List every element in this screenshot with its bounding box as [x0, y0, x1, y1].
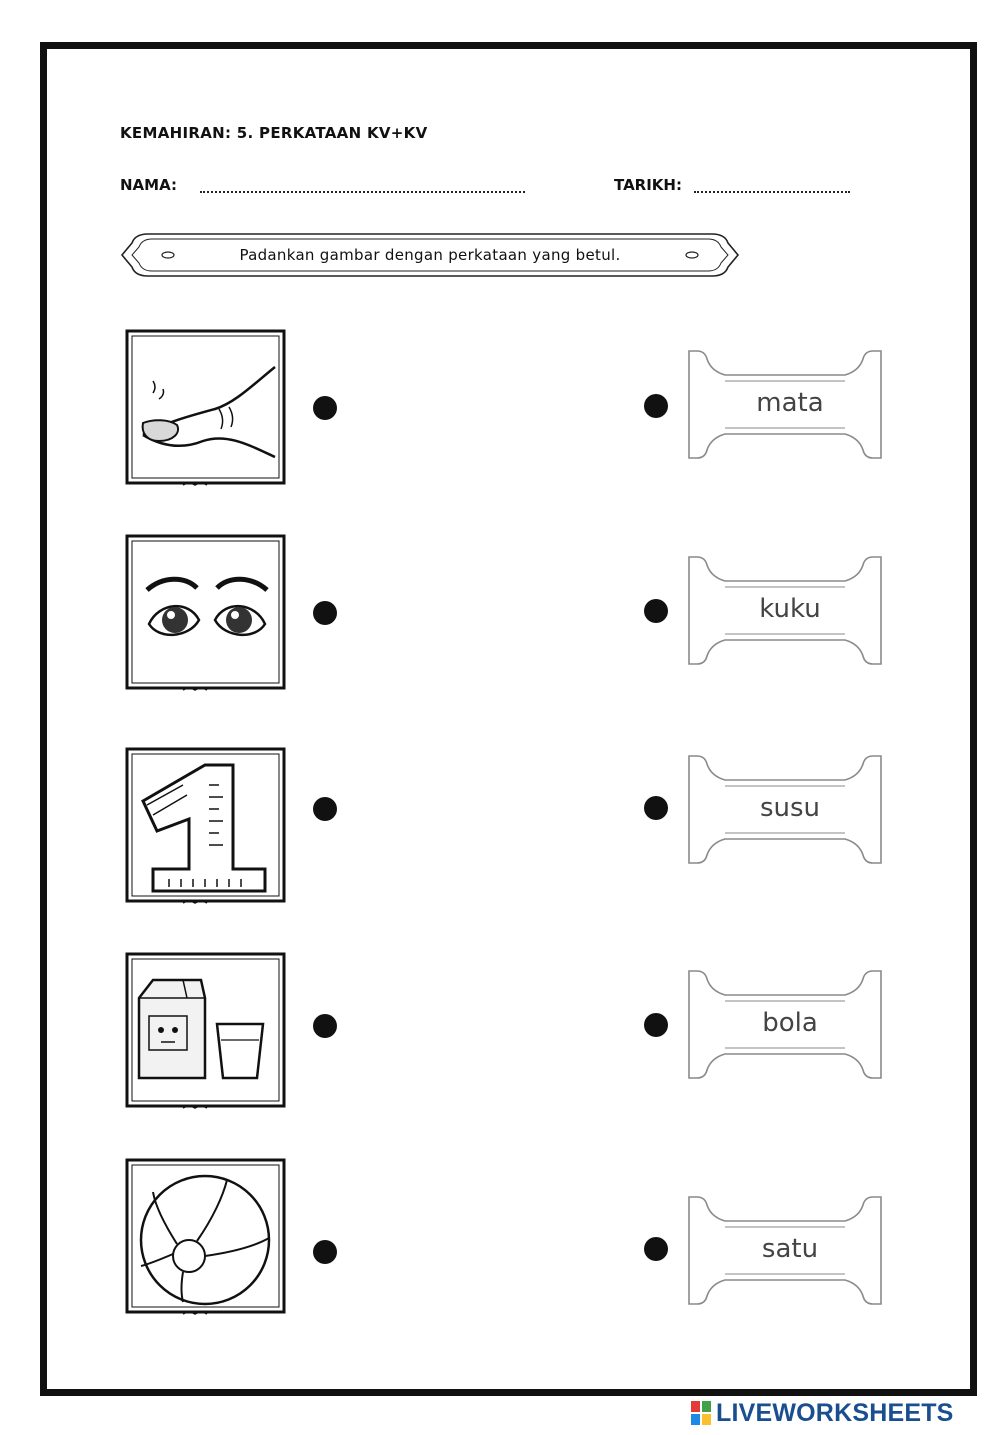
picture-dot-1[interactable] — [313, 396, 337, 420]
word-dot-2[interactable] — [644, 599, 668, 623]
name-field[interactable] — [200, 191, 525, 193]
picture-card-eyes — [123, 532, 288, 692]
word-label: bola — [762, 1008, 818, 1038]
picture-card-finger — [123, 327, 288, 487]
picture-dot-5[interactable] — [313, 1240, 337, 1264]
picture-card-ball — [123, 1156, 288, 1316]
eyes-icon — [147, 579, 267, 635]
liveworksheets-logo-icon — [690, 1400, 712, 1426]
word-label: kuku — [759, 594, 821, 624]
word-dot-5[interactable] — [644, 1237, 668, 1261]
picture-card-one — [123, 745, 288, 905]
word-tag-3 — [685, 752, 885, 867]
word-dot-1[interactable] — [644, 394, 668, 418]
word-label: susu — [759, 793, 821, 823]
picture-dot-4[interactable] — [313, 1014, 337, 1038]
milk-carton-icon — [139, 980, 205, 1078]
word-label: satu — [761, 1234, 819, 1264]
word-dot-4[interactable] — [644, 1013, 668, 1037]
date-label: TARIKH: — [614, 176, 682, 194]
ball-icon — [141, 1176, 269, 1304]
word-tag-1 — [685, 347, 885, 462]
word-tag-4 — [685, 967, 885, 1082]
skill-title: KEMAHIRAN: 5. PERKATAAN KV+KV — [120, 124, 428, 142]
date-field[interactable] — [694, 191, 850, 193]
name-label: NAMA: — [120, 176, 177, 194]
brand-text: LIVEWORKSHEETS — [716, 1398, 954, 1427]
word-label: mata — [756, 388, 824, 418]
instruction-text: Padankan gambar dengan perkataan yang betul. — [239, 246, 621, 264]
word-dot-3[interactable] — [644, 796, 668, 820]
glass-icon — [217, 1024, 263, 1078]
picture-dot-2[interactable] — [313, 601, 337, 625]
word-tag-5 — [685, 1193, 885, 1308]
word-tag-2 — [685, 553, 885, 668]
picture-card-milk — [123, 950, 288, 1110]
number-one-icon — [143, 765, 265, 891]
finger-icon — [143, 367, 275, 457]
picture-dot-3[interactable] — [313, 797, 337, 821]
instruction-banner — [120, 231, 740, 279]
liveworksheets-logo[interactable] — [690, 1397, 954, 1429]
